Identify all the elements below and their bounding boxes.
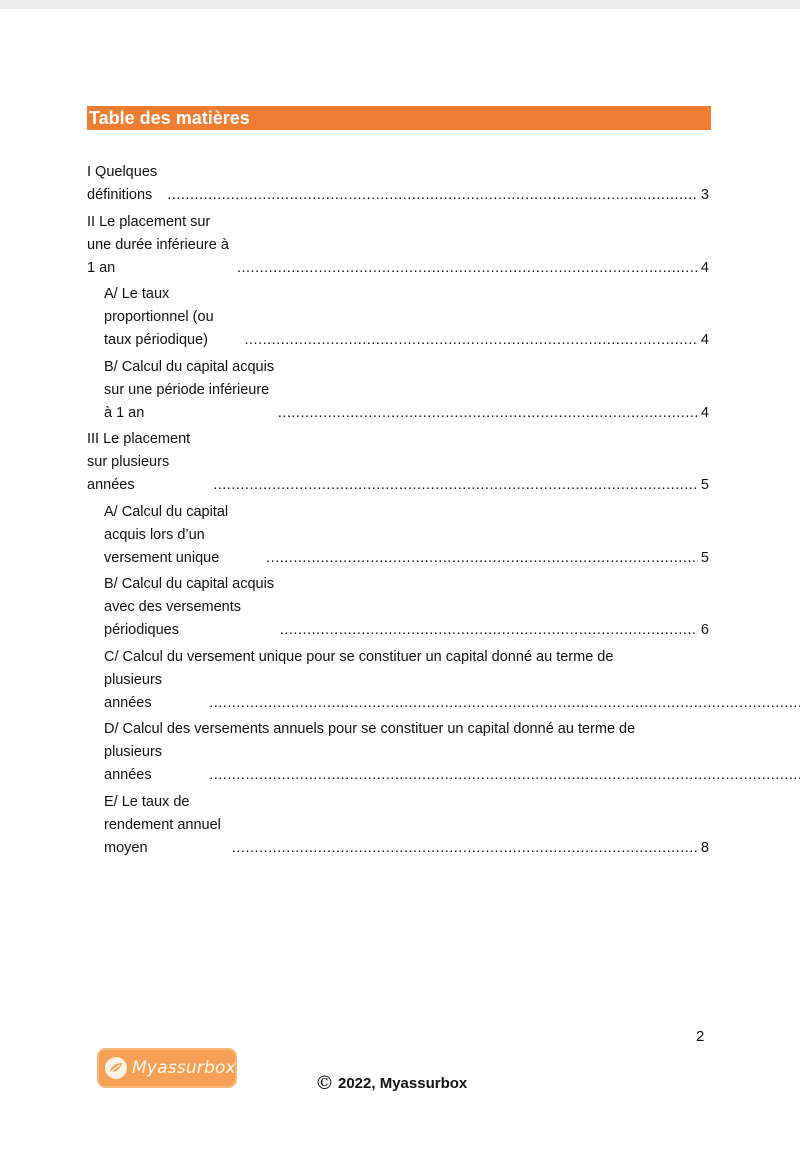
toc-leader-dots xyxy=(213,474,698,497)
toc-list xyxy=(87,161,709,863)
toc-entry-last-line xyxy=(104,741,800,787)
toc-entry-page: 4 xyxy=(700,259,709,276)
toc-leader-dots xyxy=(244,329,697,352)
toc-leader-dots xyxy=(209,764,800,787)
toc-leader-dots xyxy=(266,547,698,570)
toc-leader-dots xyxy=(237,257,698,280)
toc-entry-title: II Le placement sur une durée inférieure à 1 an xyxy=(87,213,229,276)
toc-entry-page: 4 xyxy=(700,404,709,421)
toc-entry[interactable] xyxy=(87,161,709,207)
toc-entry-title: E/ Le taux de rendement annuel moyen xyxy=(104,793,221,856)
logo-text: Myassurbox xyxy=(132,1058,236,1078)
toc-entry-title-line1: C/ Calcul du versement unique pour se constituer un capital donné au terme de xyxy=(104,648,614,665)
toc-entry-page: 8 xyxy=(700,839,709,856)
toc-entry-page: 5 xyxy=(700,477,709,493)
toc-entry-title: I Quelques définitions xyxy=(87,164,158,203)
toc-entry-page: 5 xyxy=(700,549,709,566)
toc-entry[interactable] xyxy=(87,211,709,280)
toc-entry[interactable] xyxy=(87,573,709,642)
toc-entry[interactable] xyxy=(87,283,709,352)
toc-leader-dots xyxy=(209,692,800,715)
toc-entry[interactable] xyxy=(87,356,709,425)
copyright-text: 2022, Myassurbox xyxy=(338,1074,468,1092)
toc-entry-title-line2: plusieurs années xyxy=(104,671,163,711)
toc-entry[interactable] xyxy=(87,428,709,497)
toc-entry-last-line xyxy=(104,669,800,715)
toc-entry-page: 3 xyxy=(700,187,709,203)
logo-leaf-icon xyxy=(104,1056,128,1080)
toc-leader-dots xyxy=(232,837,698,860)
toc-leader-dots xyxy=(167,184,698,207)
top-bar xyxy=(0,0,800,9)
toc-entry-title: B/ Calcul du capital acquis avec des versements périodiques xyxy=(104,576,275,638)
toc-heading-bar xyxy=(87,106,711,130)
toc-entry[interactable] xyxy=(87,791,709,860)
toc-heading: Table des matières xyxy=(89,108,250,128)
toc-entry-page: 6 xyxy=(700,622,709,638)
toc-entry-title: A/ Le taux proportionnel (ou taux périodique) xyxy=(104,286,214,348)
page-number: 2 xyxy=(696,1028,705,1045)
toc-entry-text xyxy=(104,646,800,715)
toc-entry[interactable] xyxy=(87,646,709,715)
toc-entry-title: III Le placement sur plusieurs années xyxy=(87,431,191,493)
toc-leader-dots xyxy=(278,402,698,425)
copyright xyxy=(315,1072,467,1094)
toc-entry-title: B/ Calcul du capital acquis sur une période inférieure à 1 an xyxy=(104,358,275,421)
toc-entry[interactable] xyxy=(87,501,709,570)
logo xyxy=(97,1048,237,1088)
toc-entry[interactable] xyxy=(87,718,709,787)
toc-entry-title: A/ Calcul du capital acquis lors d’un versement unique xyxy=(104,503,229,566)
toc-entry-text xyxy=(104,718,800,787)
toc-entry-page: 4 xyxy=(700,332,709,348)
toc-entry-title-line2: plusieurs années xyxy=(104,744,163,783)
toc-leader-dots xyxy=(280,619,698,642)
toc-entry-title-line1: D/ Calcul des versements annuels pour se constituer un capital donné au terme de xyxy=(104,721,636,737)
copyright-icon: © xyxy=(315,1072,334,1094)
